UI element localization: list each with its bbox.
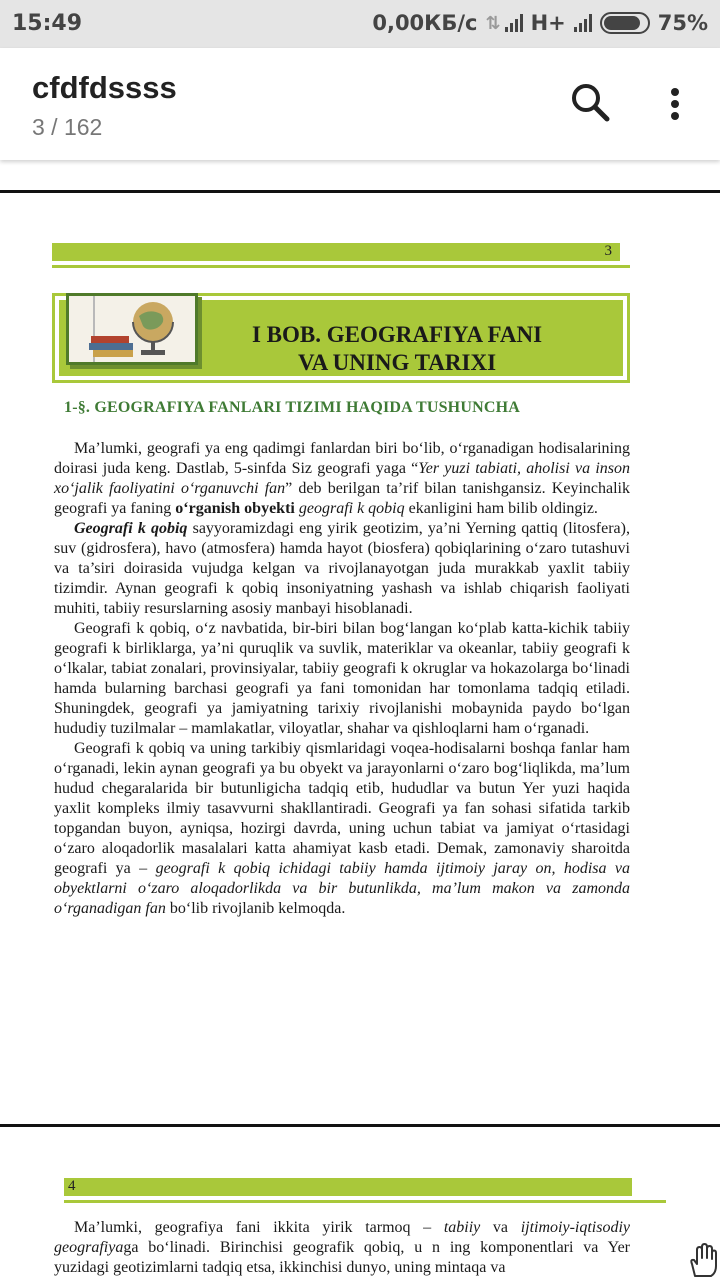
text-run: bo‘lib rivojlanib kelmoqda. bbox=[165, 900, 346, 917]
text-run: Ma’lumki, geografiya fani ikkita yirik tarmoq – bbox=[74, 1219, 444, 1236]
hand-tool-button[interactable] bbox=[686, 1242, 720, 1278]
globe-books-illustration bbox=[66, 293, 198, 365]
search-icon bbox=[566, 78, 614, 126]
chapter-title-line1: I BOB. GEOGRAFIYA FANI bbox=[251, 322, 543, 347]
status-bar bbox=[0, 0, 720, 48]
page-number: 4 bbox=[68, 1178, 76, 1194]
page-header-bar bbox=[52, 243, 620, 261]
paragraph: Geografi k qobiq, o‘z navbatida, bir-biri bilan bog‘langan ko‘plab katta-kichik tabiiy geografi k birliklarga, ya’ni quruqlik va suvlik, materiklar va okeanlar, tabiiy geografi k o‘lkalar, tabiat zonalari, provinsiyalar, tabiiy geografi k okruglar va hokazolarga bo‘linadi hamda bularning barchasi geografi ya fani tomonidan har tomonlama tadqiq etiladi. Shuningdek, geografi ya jamiyatning tarixiy rivojlanishi mobaynida paydo bo‘lgan hududiy tuzilmalar – mamlakatlar, viloyatlar, shahar va qishloqlarni ham o‘rganadi. bbox=[54, 620, 630, 737]
page-header-bar bbox=[64, 1178, 632, 1196]
text-run-italic: tabiiy bbox=[443, 1219, 481, 1236]
document-page-4[interactable] bbox=[0, 1130, 720, 1280]
signal-icon-2 bbox=[574, 14, 592, 32]
more-vert-dot bbox=[671, 100, 679, 108]
more-vert-icon bbox=[671, 88, 679, 96]
document-title: cfdfdssss bbox=[32, 70, 177, 105]
paragraph bbox=[54, 1218, 630, 1278]
paragraph bbox=[54, 439, 630, 519]
network-type: H+ bbox=[530, 11, 566, 35]
status-icons bbox=[372, 11, 708, 35]
page-indicator: 3 / 162 bbox=[32, 114, 103, 140]
hand-icon bbox=[686, 1242, 720, 1278]
text-run: va bbox=[480, 1219, 521, 1236]
chapter-title-line2: VA UNING TARIXI bbox=[297, 350, 497, 375]
signal-icon bbox=[505, 14, 523, 32]
more-options-button[interactable] bbox=[656, 78, 696, 138]
body-text bbox=[54, 1218, 630, 1278]
text-run-bold: o‘rganish obyekti bbox=[175, 500, 295, 517]
page-separator bbox=[0, 1124, 720, 1127]
text-run: ga bo‘linadi. Birinchisi geografik qobiq, u n ing komponentlari va Yer yuzidagi geotizimlarni tadqiq etsa, ikkinchisi dunyo, uning mintaqa va bbox=[54, 1239, 630, 1276]
globe-icon bbox=[69, 296, 195, 362]
chapter-title bbox=[222, 321, 572, 377]
text-run-italic: geografi k qobiq ichidagi tabiiy hamda ijtimoiy jaray on, hodisa va obyektlarni o‘zaro aloqadorlikda va bir butunlikda, ma’lum makon va zamonda o‘rganadigan fan bbox=[54, 860, 631, 917]
text-run-italic: Yer yuzi tabiati, aholisi va inson xo‘jalik faoliyatini o‘rganuvchi fan bbox=[54, 460, 630, 497]
network-speed: 0,00КБ/с bbox=[372, 11, 478, 35]
text-run: ekanligini ham bilib oldingiz. bbox=[404, 500, 598, 517]
search-button[interactable] bbox=[566, 78, 614, 126]
battery-icon bbox=[600, 12, 650, 34]
text-run: Ma’lumki, geografi ya eng qadimgi fanlardan biri bo‘lib, o‘rganadigan hodisalarining doirasi juda keng. Dastlab, 5-sinfda Siz geografi yaga “ bbox=[54, 440, 630, 477]
app-bar bbox=[0, 48, 720, 160]
text-run-italic: geografi k qobiq bbox=[294, 500, 405, 517]
document-page-3[interactable] bbox=[0, 193, 720, 1123]
data-arrows-icon: ⇅ bbox=[485, 12, 497, 34]
paragraph bbox=[54, 739, 630, 919]
battery-level: 75% bbox=[657, 11, 708, 35]
text-run: sayyoramizdagi eng yirik geotizim, ya’ni Yerning qattiq (litosfera), suv (gidrosfera), havo (atmosfera) hamda hayot (biosfera) qobiqlarining o‘zaro tutashuvi va ta’siri doirasida vujudga kelgan va rivojlanayotgan juda murakkab yaxlit tabiiy tizimdir. Aynan geografi k qobiq insoniyatning yashash va ishlab chiqarish faoliyati muhiti, tabiiy resurslarning asosiy manbayi hisoblanadi. bbox=[54, 520, 630, 617]
more-vert-dot bbox=[671, 112, 679, 120]
text-run-bold-italic: Geografi k qobiq bbox=[74, 520, 188, 537]
header-line bbox=[64, 1200, 666, 1203]
text-run-italic: ijtimoiy-iqtisodiy geografiya bbox=[54, 1219, 631, 1256]
page-number: 3 bbox=[604, 243, 612, 259]
text-run: ” deb berilgan ta’rif bilan tanishgansiz. Keyinchalik geografi ya faning bbox=[54, 480, 630, 517]
header-line bbox=[52, 265, 630, 268]
status-time: 15:49 bbox=[12, 11, 83, 36]
section-title: 1-§. GEOGRAFIYA FANLARI TIZIMI HAQIDA TUSHUNCHA bbox=[64, 399, 520, 416]
text-run: Geografi k qobiq va uning tarkibiy qismlaridagi voqea-hodisalarni boshqa fanlar ham o‘rganadi, lekin aynan geografi ya bu obyekt va jarayonlarni o‘zaro bog‘liqlikda, ma’lum hudud chegaralarida bir butunligicha tadqiq etib, hududlar va butun Yer yuzi haqida yaxlit kompleks ilmiy tasavvurni shakllantiradi. Geografi ya fan sohasi sifatida tarkib topgandan buyon, ayniqsa, hozirgi davrda, uning uchun tabiat va jamiyat o‘rtasidagi o‘zaro aloqadorlik masalalari katta ahamiyat kasb etadi. Demak, zamonaviy sharoitda geografi ya – bbox=[54, 740, 630, 877]
body-text bbox=[54, 439, 630, 919]
paragraph bbox=[54, 519, 630, 619]
